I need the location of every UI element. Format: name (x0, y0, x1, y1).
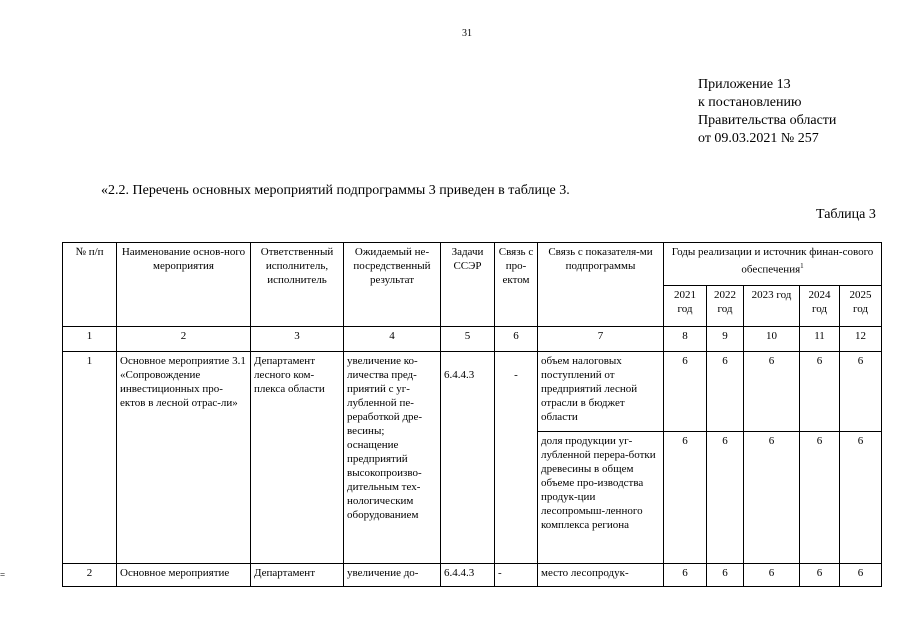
value-2024: 6 (800, 432, 840, 564)
project-link: - (495, 564, 538, 587)
value-2021: 6 (664, 432, 707, 564)
intro-paragraph: «2.2. Перечень основных мероприятий подпрограммы 3 приведен в таблице 3. (101, 183, 570, 198)
value-2025: 6 (840, 352, 882, 432)
value-2023: 6 (744, 432, 800, 564)
margin-mark: = (0, 570, 6, 580)
expected-result: увеличение ко-личества пред-приятий с уг-лубленной пе-реработкой дре-весины; оснащение предприятий высокопроизво-дительным тех-нологическим оборудованием (344, 352, 441, 564)
header-responsible: Ответственный исполнитель, исполнитель (251, 243, 344, 327)
value-2021: 6 (664, 564, 707, 587)
sser-tasks: 6.4.4.3 (441, 564, 495, 587)
appendix-line-3: Правительства области (698, 113, 837, 128)
column-number: 12 (840, 327, 882, 352)
table-caption: Таблица 3 (816, 207, 876, 222)
header-result: Ожидаемый не-посредственный результат (344, 243, 441, 327)
header-years-label: Годы реализации и источник финан-сового обеспечения (671, 246, 874, 276)
column-number: 2 (117, 327, 251, 352)
column-number-row (63, 327, 882, 352)
column-number: 7 (538, 327, 664, 352)
row-num: 2 (63, 564, 117, 587)
responsible-executor: Департамент (251, 564, 344, 587)
column-number: 8 (664, 327, 707, 352)
column-number: 11 (800, 327, 840, 352)
header-year-2021: 2021 год (664, 286, 707, 327)
sser-tasks: 6.4.4.3 (441, 352, 495, 564)
value-2022: 6 (707, 564, 744, 587)
header-year-2024: 2024 год (800, 286, 840, 327)
header-row (63, 243, 882, 286)
column-number: 10 (744, 327, 800, 352)
page-number: 31 (462, 28, 472, 39)
measure-name: Основное мероприятие (117, 564, 251, 587)
value-2022: 6 (707, 432, 744, 564)
row-num: 1 (63, 352, 117, 564)
indicator-text: объем налоговых поступлений от предприятий лесной отрасли в бюджет области (538, 352, 664, 432)
header-indicators: Связь с показателя-ми подпрограммы (538, 243, 664, 327)
value-2025: 6 (840, 432, 882, 564)
footnote-mark: 1 (800, 262, 804, 270)
value-2024: 6 (800, 564, 840, 587)
project-link: - (495, 352, 538, 564)
header-name: Наименование основ-ного мероприятия (117, 243, 251, 327)
value-2024: 6 (800, 352, 840, 432)
column-number: 1 (63, 327, 117, 352)
measures-table (62, 242, 882, 587)
measure-name: Основное мероприятие 3.1 «Сопровождение инвестиционных про-ектов в лесной отрас-ли» (117, 352, 251, 564)
header-tasks: Задачи ССЭР (441, 243, 495, 327)
header-project: Связь с про-ектом (495, 243, 538, 327)
value-2023: 6 (744, 564, 800, 587)
indicator-text: доля продукции уг-лубленной перера-ботки древесины в общем объеме про-изводства продук-ции лесопромыш-ленного комплекса региона (538, 432, 664, 564)
expected-result: увеличение до- (344, 564, 441, 587)
indicator-text: место лесопродук- (538, 564, 664, 587)
column-number: 9 (707, 327, 744, 352)
column-number: 3 (251, 327, 344, 352)
appendix-line-2: к постановлению (698, 95, 802, 110)
header-year-2022: 2022 год (707, 286, 744, 327)
header-year-2025: 2025 год (840, 286, 882, 327)
appendix-line-1: Приложение 13 (698, 77, 791, 92)
appendix-block (698, 76, 836, 148)
column-number: 4 (344, 327, 441, 352)
table-row (63, 352, 882, 432)
column-number: 6 (495, 327, 538, 352)
responsible-executor: Департамент лесного ком-плекса области (251, 352, 344, 564)
column-number: 5 (441, 327, 495, 352)
value-2022: 6 (707, 352, 744, 432)
appendix-line-4: от 09.03.2021 № 257 (698, 131, 819, 146)
header-years-group (664, 243, 882, 286)
header-year-2023: 2023 год (744, 286, 800, 327)
value-2023: 6 (744, 352, 800, 432)
table-row (63, 564, 882, 587)
value-2021: 6 (664, 352, 707, 432)
header-num: № п/п (63, 243, 117, 327)
value-2025: 6 (840, 564, 882, 587)
